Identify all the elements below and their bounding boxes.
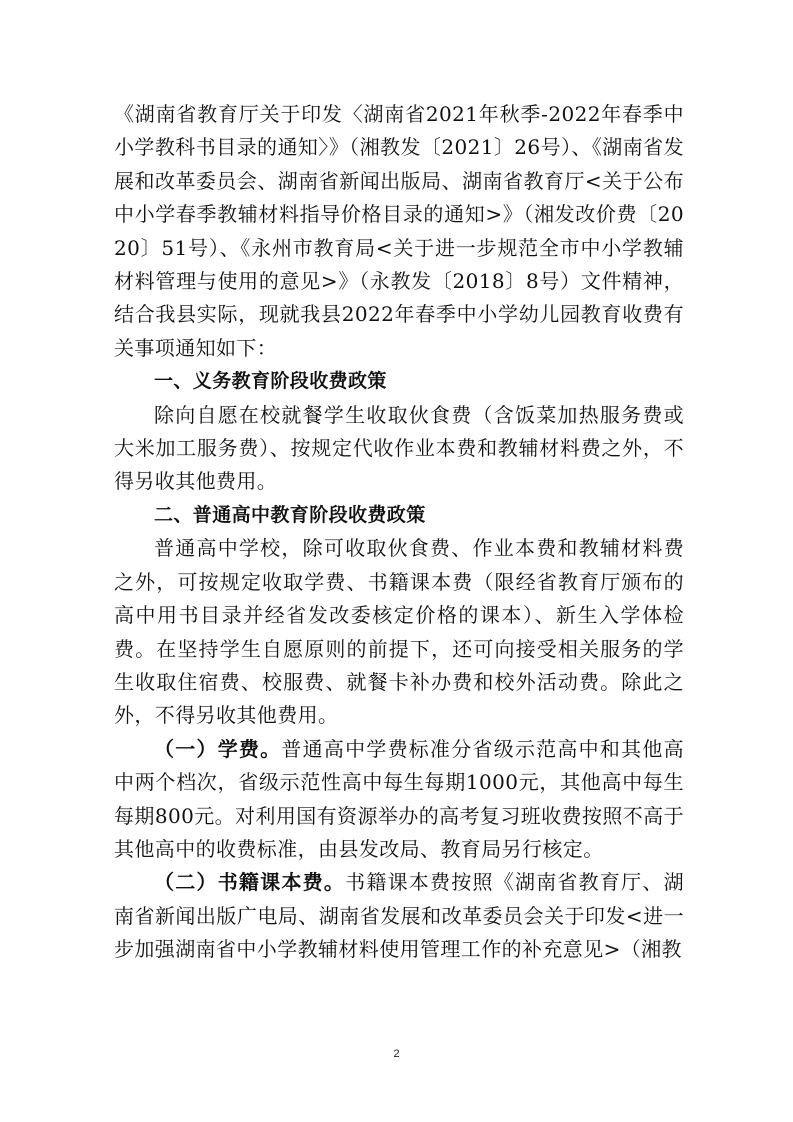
page-number: 2 xyxy=(393,1048,400,1060)
section-heading-high-school: 二、普通高中教育阶段收费政策 xyxy=(154,503,426,526)
tuition-text: 普通高中学费标准分省级示范高中和其他高中两个档次，省级示范性高中每生每期1000元，其他高中每生每期800元。对利用国有资源举办的高考复习班收费按照不高于其他高中的收费标准，由县发改局、教育局另行核定。 xyxy=(114,736,684,861)
paragraph-high-school-policy: 普通高中学校，除可收取伙食费、作业本费和教辅材料费之外，可按规定收取学费、书籍课本费（限经省教育厅颁布的高中用书目录并经省发改委核定价格的课本）、新生入学体检费。在坚持学生自愿原则的前提下，还可向接受相关服务的学生收取住宿费、校服费、就餐卡补办费和校外活动费。除此之外，不得另收其他费用。 xyxy=(114,536,684,728)
section-heading-compulsory: 一、义务教育阶段收费政策 xyxy=(154,370,387,393)
paragraph-tuition xyxy=(114,733,684,867)
paragraph-compulsory-policy: 除向自愿在校就餐学生收取伙食费（含饭菜加热服务费或大米加工服务费）、按规定代收作业本费和教辅材料费之外，不得另收其他费用。 xyxy=(114,402,684,494)
paragraph-textbook-fee xyxy=(114,866,684,966)
subheading-tuition: （一）学费。 xyxy=(154,736,282,761)
textbook-fee-text: 书籍课本费按照《湖南省教育厅、湖南省新闻出版广电局、湖南省发展和改革委员会关于印发<进一步加强湖南省中小学教辅材料使用管理工作的补充意见>（湘教 xyxy=(114,870,684,962)
document-body xyxy=(114,98,684,967)
paragraph-intro: 《湖南省教育厅关于印发〈湖南省2021年秋季-2022年春季中小学教科书目录的通知〉》（湘教发〔2021〕26号）、《湖南省发展和改革委员会、湖南省新闻出版局、湖南省教育厅<关于公布中小学春季教辅材料指导价格目录的通知>》（湘发改价费〔2020〕51号）、《永州市教育局<关于进一步规范全市中小学教辅材料管理与使用的意见>》（永教发〔2018〕8号）文件精神，结合我县实际，现就我县2022年春季中小学幼儿园教育收费有关事项通知如下： xyxy=(114,102,684,360)
subheading-textbook-fee: （二）书籍课本费。 xyxy=(154,870,346,895)
